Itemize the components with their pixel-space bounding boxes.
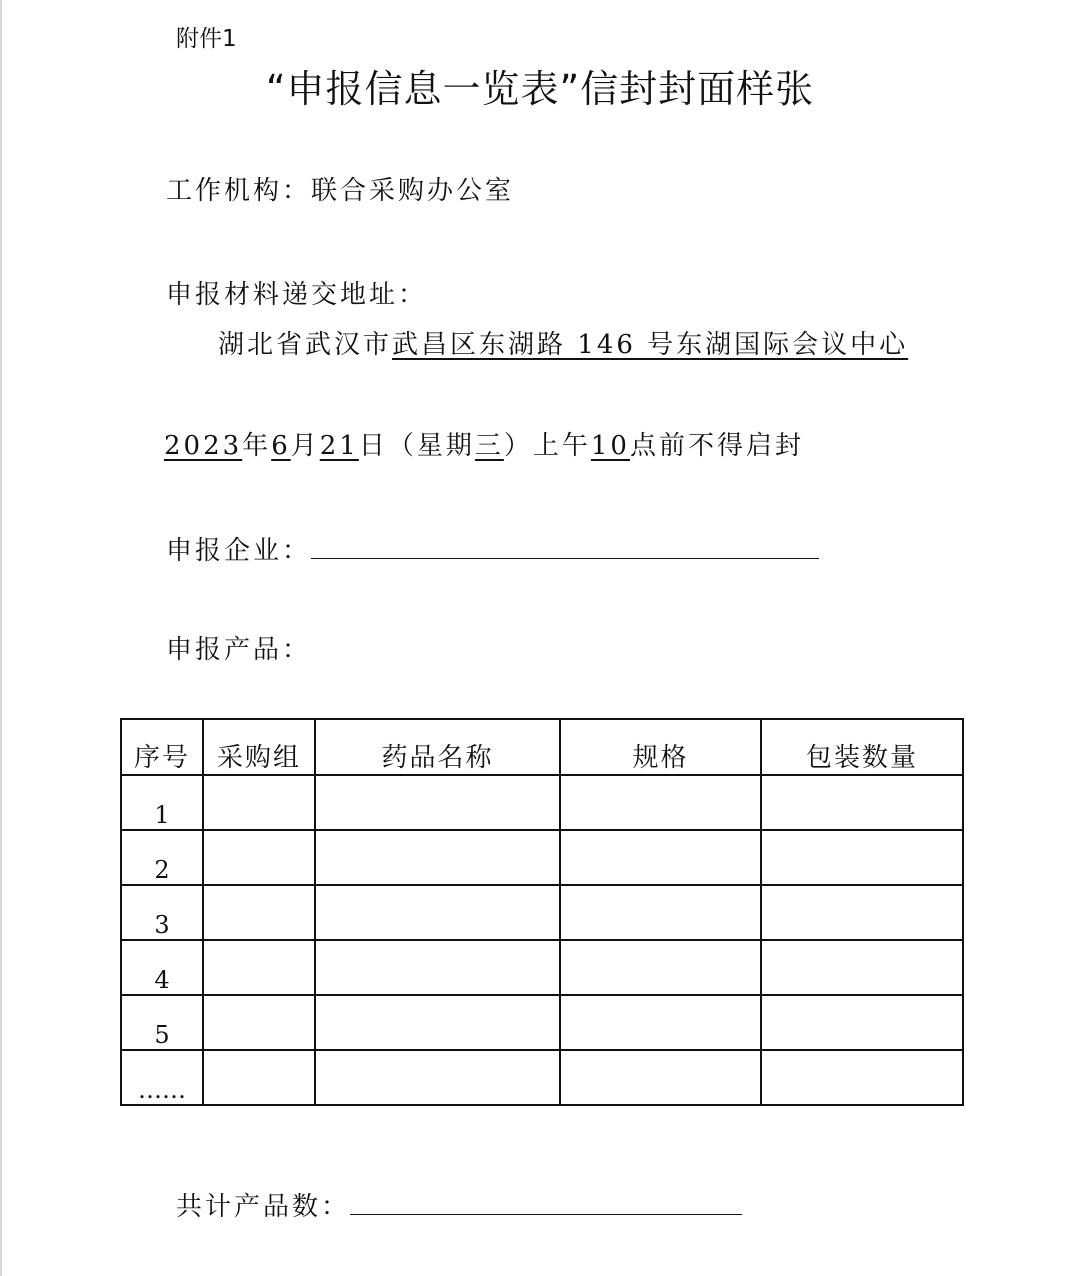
header-purchase-group: 采购组 (203, 719, 315, 775)
deadline-weekday: 三 (474, 431, 504, 461)
header-index: 序号 (121, 719, 203, 775)
attachment-label: 附件1 (176, 26, 237, 52)
cell-purchase-group[interactable] (203, 995, 315, 1050)
cell-purchase-group[interactable] (203, 885, 315, 940)
total-label: 共计产品数： (176, 1192, 351, 1222)
deadline-end-text: 点前不得启封 (629, 431, 804, 461)
page-left-edge (0, 0, 2, 1276)
address-plain: 湖北省武汉市 (218, 330, 393, 360)
table-row (121, 775, 963, 830)
row-index: …… (121, 1050, 203, 1105)
table-row (121, 995, 963, 1050)
cell-specification[interactable] (560, 1050, 761, 1105)
header-specification: 规格 (560, 719, 761, 775)
document-title: “申报信息一览表”信封封面样张 (265, 67, 815, 111)
deadline-weekday-text: ）上午 (503, 431, 591, 461)
header-package-quantity: 包装数量 (761, 719, 963, 775)
row-index: 4 (121, 940, 203, 995)
cell-drug-name[interactable] (315, 995, 560, 1050)
address-line (218, 324, 908, 361)
cell-drug-name[interactable] (315, 940, 560, 995)
cell-purchase-group[interactable] (203, 830, 315, 885)
cell-package-quantity[interactable] (761, 885, 963, 940)
total-blank-field[interactable] (350, 1184, 742, 1215)
cell-package-quantity[interactable] (761, 775, 963, 830)
agency-label: 工作机构： (166, 176, 312, 206)
table-row (121, 940, 963, 995)
cell-specification[interactable] (560, 995, 761, 1050)
table-header-row (121, 719, 963, 775)
address-underlined: 武昌区东湖路 146 号东湖国际会议中心 (392, 330, 909, 360)
cell-specification[interactable] (560, 940, 761, 995)
cell-specification[interactable] (560, 830, 761, 885)
deadline-line (164, 425, 804, 462)
company-label: 申报企业： (166, 536, 312, 566)
products-label: 申报产品： (166, 635, 312, 665)
cell-specification[interactable] (560, 775, 761, 830)
cell-package-quantity[interactable] (761, 995, 963, 1050)
agency-value: 联合采购办公室 (311, 176, 515, 206)
cell-purchase-group[interactable] (203, 1050, 315, 1105)
row-index: 2 (121, 830, 203, 885)
deadline-year: 2023 (164, 431, 243, 461)
cell-drug-name[interactable] (315, 1050, 560, 1105)
deadline-month-text: 月 (290, 431, 320, 461)
company-blank-field[interactable] (311, 528, 819, 559)
cell-package-quantity[interactable] (761, 1050, 963, 1105)
deadline-hour: 10 (590, 431, 630, 461)
total-line (176, 1184, 742, 1223)
deadline-month: 6 (271, 431, 291, 461)
company-line (166, 528, 819, 567)
row-index: 5 (121, 995, 203, 1050)
row-index: 1 (121, 775, 203, 830)
cell-drug-name[interactable] (315, 885, 560, 940)
cell-specification[interactable] (560, 885, 761, 940)
deadline-day: 21 (319, 431, 359, 461)
deadline-day-text: 日（星期 (358, 431, 475, 461)
row-index: 3 (121, 885, 203, 940)
table-row (121, 830, 963, 885)
cell-drug-name[interactable] (315, 830, 560, 885)
deadline-year-text: 年 (242, 431, 272, 461)
agency-line (166, 170, 514, 207)
cell-drug-name[interactable] (315, 775, 560, 830)
cell-purchase-group[interactable] (203, 775, 315, 830)
address-label: 申报材料递交地址： (166, 280, 428, 310)
cell-purchase-group[interactable] (203, 940, 315, 995)
header-drug-name: 药品名称 (315, 719, 560, 775)
table-row (121, 885, 963, 940)
cell-package-quantity[interactable] (761, 830, 963, 885)
cell-package-quantity[interactable] (761, 940, 963, 995)
product-table (120, 718, 964, 1106)
table-row (121, 1050, 963, 1105)
